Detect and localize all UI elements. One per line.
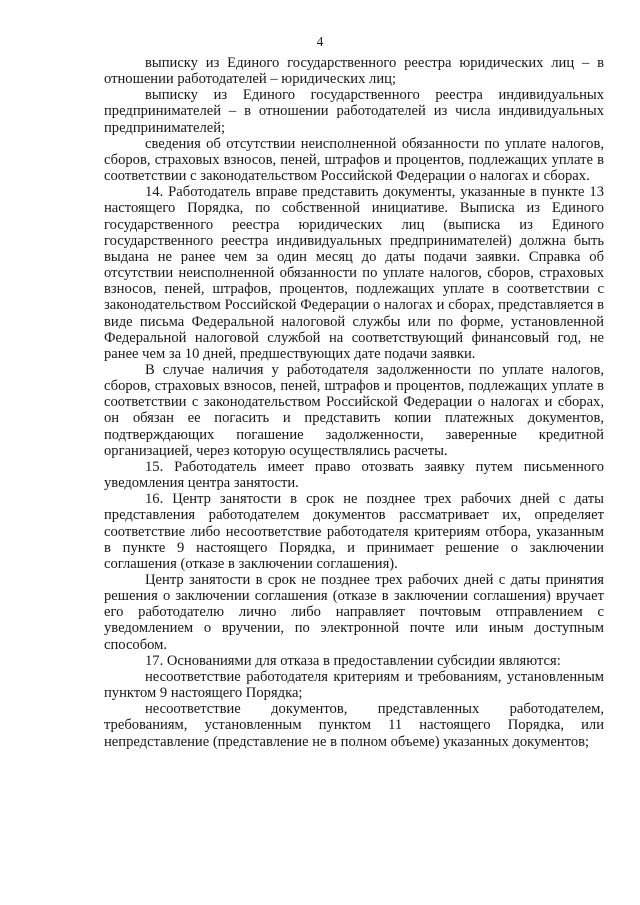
paragraph-decision-delivery: Центр занятости в срок не позднее трех рабочих дней с даты принятия решения о заключении соглашения (отказе в заключении соглашения) вручает его работодателю лично либо направляет почтовым отправлением с уведомлением о вручении, по электронной почте или иным доступным способом. [104, 572, 604, 653]
paragraph-tax-debt-info: сведения об отсутствии неисполненной обязанности по уплате налогов, сборов, страховых взносов, пеней, штрафов и процентов, подлежащих уплате в соответствии с законодательством Российской Федерации о налогах и сборах. [104, 135, 604, 185]
paragraph-refusal-criteria: несоответствие работодателя критериям и требованиям, установленным пунктом 9 настоящего Порядка; [104, 668, 604, 702]
paragraph-tax-debt-repayment: В случае наличия у работодателя задолженности по уплате налогов, сборов, страховых взносов, пеней, штрафов и процентов, подлежащих уплате в соответствии с законодательством Российской Федерации о налогах и сборах, он обязан ее погасить и представить копии платежных документов, подтверждающих погашение задолженности, заверенные кредитной организацией, через которую осуществлялись расчеты. [104, 361, 604, 459]
paragraph-egrul-extract: выписку из Единого государственного реестра юридических лиц – в отношении работодателей – юридических лиц; [104, 55, 604, 88]
page-number: 4 [316, 34, 324, 49]
paragraph-item-16: 16. Центр занятости в срок не позднее трех рабочих дней с даты представления работодателем документов рассматривает их, определяет соответствие либо несоответствие работодателя критериям отбора, указанным в пункте 9 настоящего Порядка, и принимает решение о заключении соглашения (отказе в заключении соглашения). [104, 491, 604, 572]
paragraph-refusal-documents: несоответствие документов, представленных работодателем, требованиям, установленным пунктом 11 настоящего Порядка, или непредставление (представление не в полном объеме) указанных документов; [104, 701, 604, 750]
document-body [104, 55, 604, 750]
paragraph-item-14: 14. Работодатель вправе представить документы, указанные в пункте 13 настоящего Порядка, по собственной инициативе. Выписка из Единого государственного реестра юридических лиц (выписка из Единого государственного реестра индивидуальных предпринимателей) должна быть выдана не ранее чем за один месяц до даты подачи заявки. Справка об отсутствии неисполненной обязанности по уплате налогов, сборов, страховых взносов, пеней, штрафов, процентов, подлежащих уплате в соответствии с законодательством Российской Федерации о налогах и сборах, представляется в виде письма Федеральной налоговой службы или по форме, установленной Федеральной налоговой службой на соответствующий финансовый год, не ранее чем за 10 дней, предшествующих дате подачи заявки. [104, 184, 604, 362]
paragraph-egrip-extract: выписку из Единого государственного реестра индивидуальных предпринимателей – в отношении работодателей из числа индивидуальных предпринимателей; [104, 87, 604, 136]
paragraph-item-15: 15. Работодатель имеет право отозвать заявку путем письменного уведомления центра занятости. [104, 458, 604, 492]
paragraph-item-17: 17. Основаниями для отказа в предоставлении субсидии являются: [145, 652, 561, 669]
